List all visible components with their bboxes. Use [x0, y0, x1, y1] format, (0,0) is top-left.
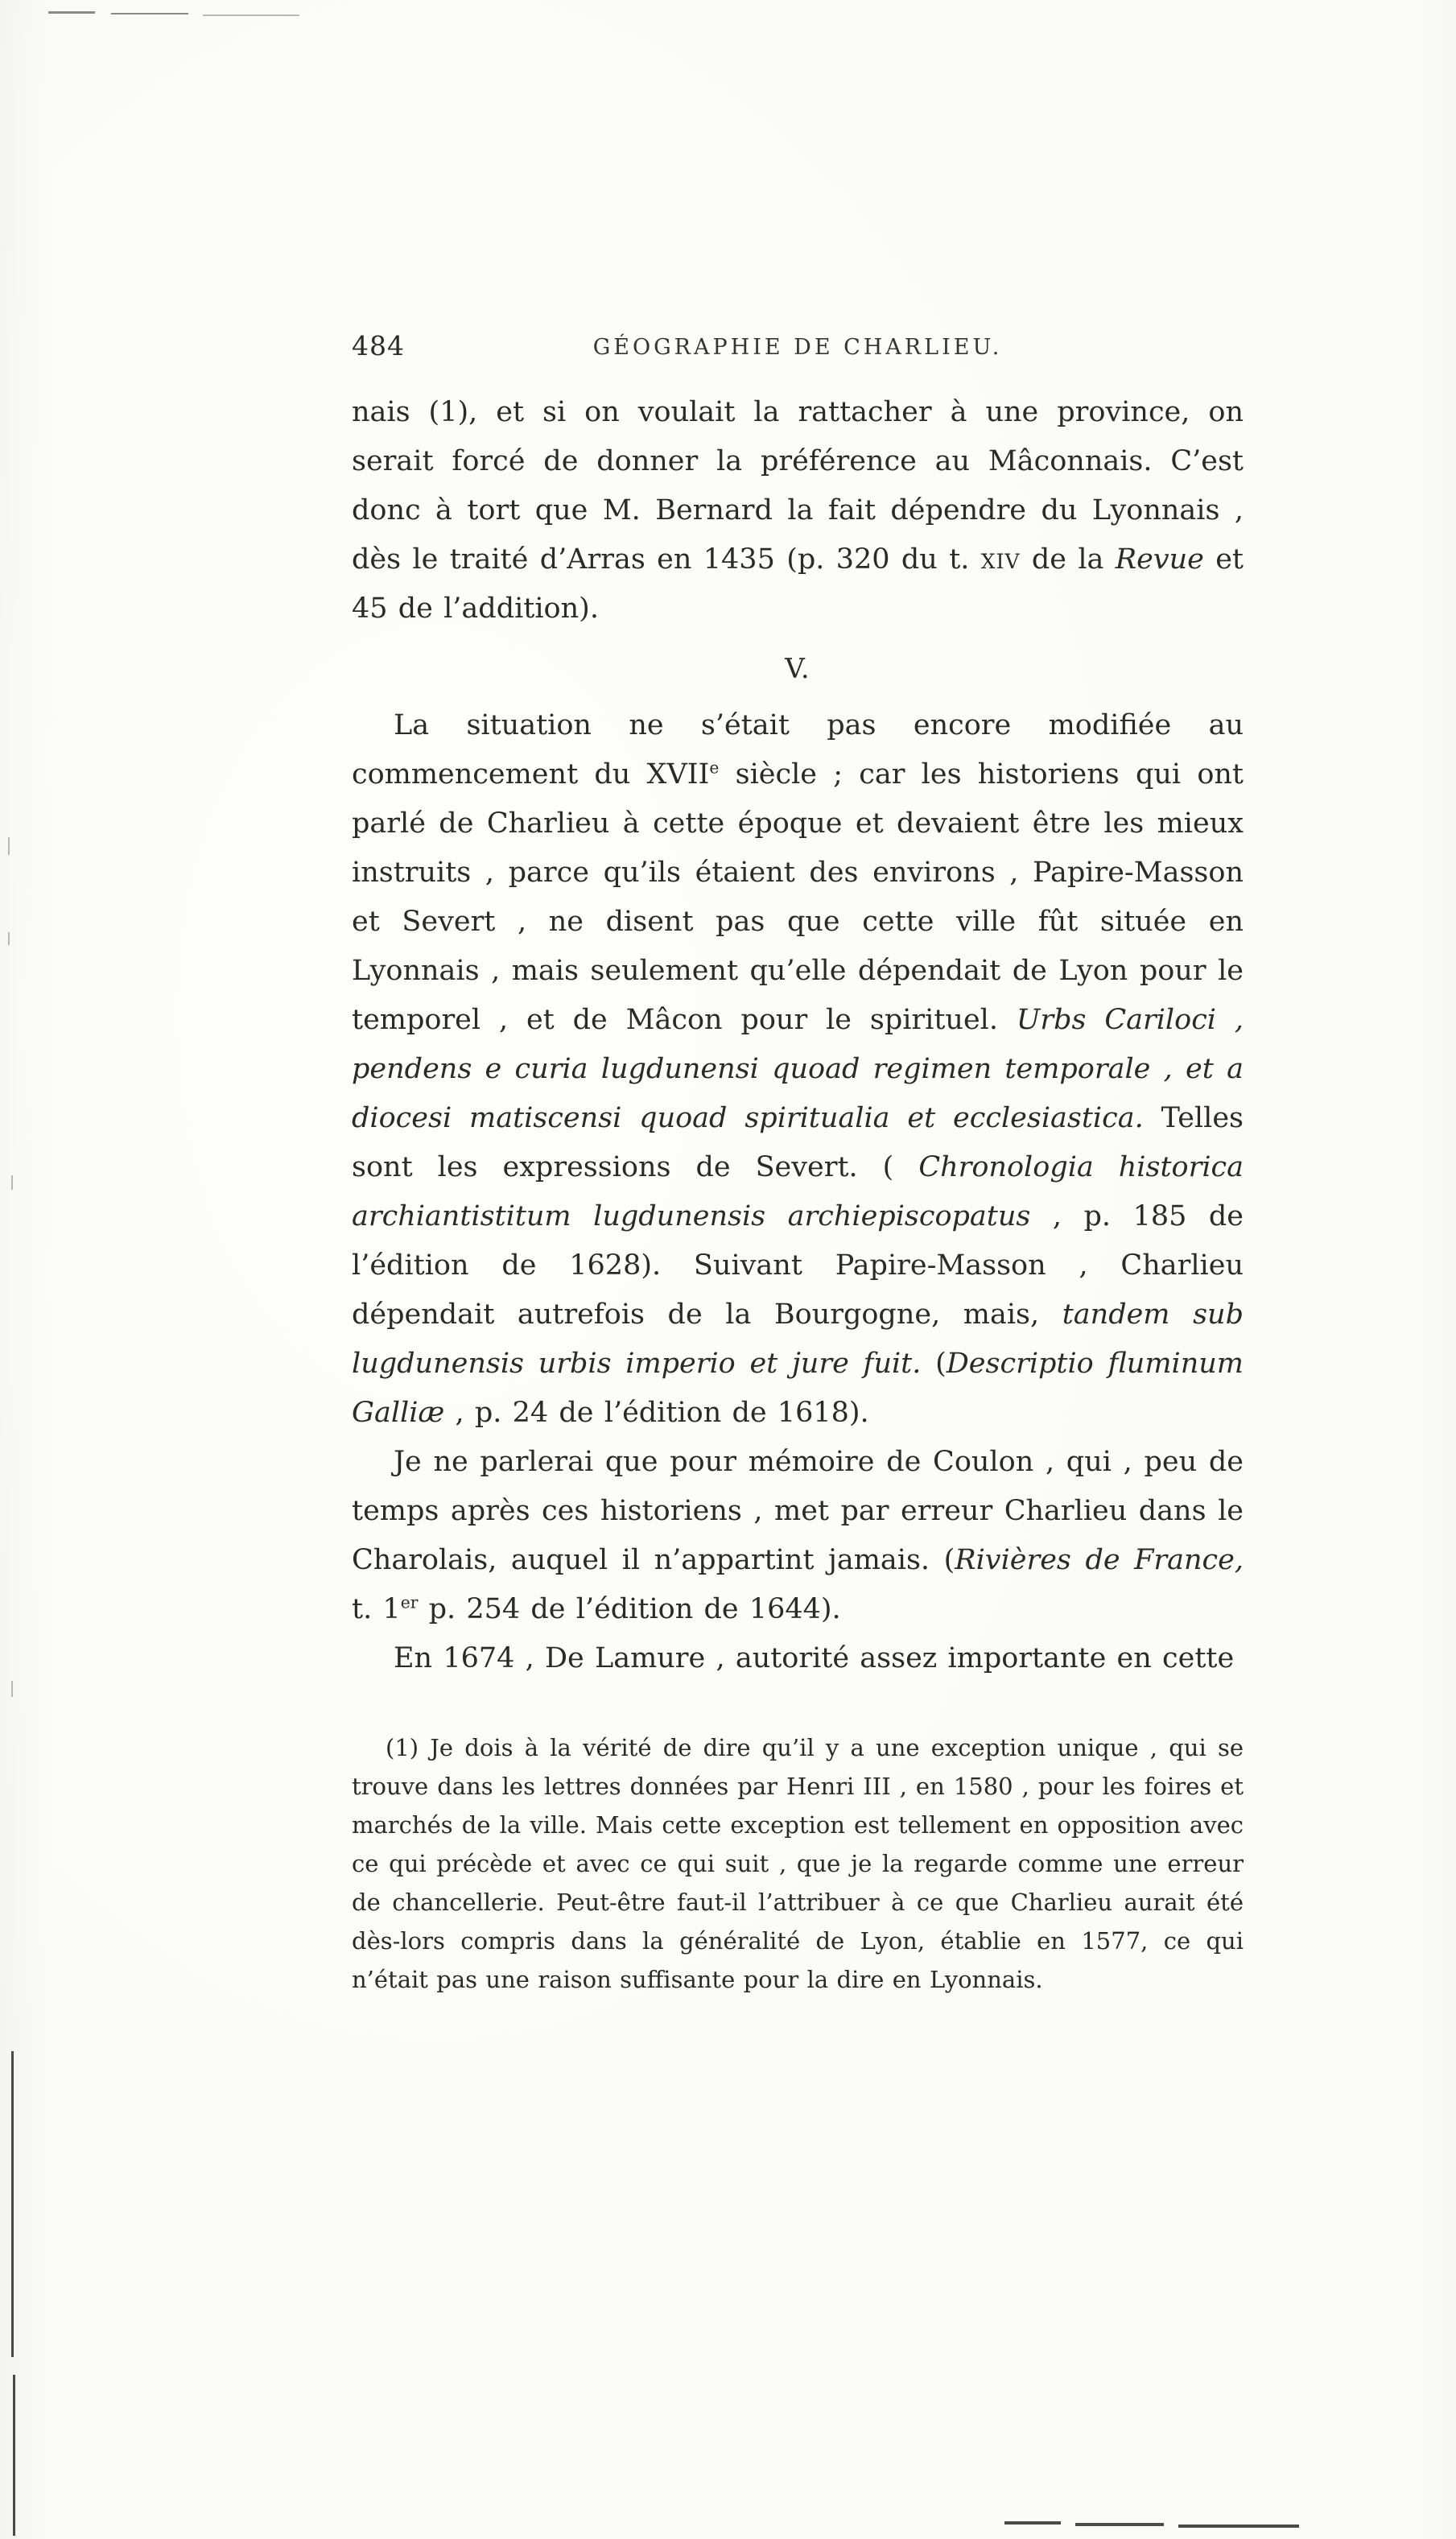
page-header	[352, 320, 1244, 370]
text-segment: (	[921, 1348, 947, 1380]
scan-artifact-left-tick-4	[11, 1681, 13, 1697]
text-segment: xiv	[980, 543, 1021, 576]
text-segment: Descriptio fluminum Galliæ	[352, 1348, 1244, 1429]
paragraph	[352, 1438, 1244, 1634]
text-segment: , p. 185 de l’édition de 1628). Suivant Papire-Masson , Charlieu dépendait autrefois de la Bourgogne, mais,	[352, 1200, 1244, 1331]
scan-artifact-left-tick-1	[8, 837, 10, 855]
scan-artifact-left-line-1	[11, 2051, 14, 2357]
text-segment: En 1674 , De Lamure , autorité assez importante en cette	[394, 1642, 1235, 1674]
text-segment: Rivières de France,	[955, 1544, 1244, 1576]
scan-artifact-left-tick-2	[8, 932, 10, 945]
text-segment: Chronologia historica archiantistitum lugdunensis archiepiscopatus	[352, 1151, 1244, 1232]
scan-artifact-bottom-dash-3	[1178, 2525, 1299, 2528]
text-segment: p. 254 de l’édition de 1644).	[418, 1593, 841, 1625]
text-segment: Je ne parlerai que pour mémoire de Coulon , qui , peu de temps après ces historiens , met par erreur Charlieu dans le Charolais, auquel il n’appartint jamais. (	[352, 1446, 1244, 1576]
text-segment: , p. 24 de l’édition de 1618).	[444, 1397, 869, 1429]
footnote-text	[352, 1728, 1244, 1999]
text-segment: Telles sont les expressions de Severt. (	[352, 1102, 1244, 1183]
scan-artifact-top-dash-2	[111, 13, 188, 14]
text-segment: er	[400, 1592, 419, 1612]
page-number: 484	[352, 330, 405, 361]
paragraph	[352, 701, 1244, 1438]
footnote	[352, 1728, 1244, 1999]
scan-artifact-top-dash-1	[48, 11, 95, 14]
text-segment: t. 1	[352, 1593, 401, 1625]
scan-artifact-left-line-2	[13, 2375, 15, 2536]
text-segment: e	[709, 758, 720, 778]
text-segment: (1) Je dois à la vérité de dire qu’il y a une exception unique , qui se trouve dans les lettres données par Henri III , en 1580 , pour les foires et marchés de la ville. Mais cette exception est tellement en opposition avec ce qui précède et avec ce qui suit , que je la regarde comme une erreur de chancellerie. Peut-être faut-il l’attribuer à ce que Charlieu aurait été dès-lors compris dans la généralité de Lyon, établie en 1577, ce qui n’était pas une raison suffisante pour la dire en Lyonnais.	[352, 1734, 1244, 1993]
text-segment: de la	[1020, 543, 1116, 576]
scan-artifact-left-tick-3	[11, 1175, 13, 1190]
paragraph-continuation	[352, 388, 1244, 634]
paragraph	[352, 1634, 1244, 1683]
text-segment: et 45 de l’addition).	[352, 543, 1244, 625]
text-column	[352, 320, 1244, 1999]
scan-artifact-bottom-dash-1	[1004, 2521, 1061, 2525]
scan-artifact-top-dash-3	[203, 14, 299, 16]
text-segment: nais (1), et si on voulait la rattacher à une province, on serait forcé de donner la préférence au Mâconnais. C’est donc à tort que M. Bernard la fait dépendre du Lyonnais , dès le traité d’Arras en 1435 (p. 320 du t.	[352, 396, 1244, 576]
page-body	[352, 388, 1244, 1999]
text-segment: Urbs Cariloci , pendens e curia lugdunensi quoad regimen temporale , et a diocesi matiscensi quoad spiritualia et ecclesiastica.	[352, 1004, 1244, 1134]
text-segment: siècle ; car les historiens qui ont parlé de Charlieu à cette époque et devaient être les mieux instruits , parce qu’ils étaient des environs , Papire-Masson et Severt , ne disent pas que cette ville fût située en Lyonnais , mais seulement qu’elle dépendait de Lyon pour le temporel , et de Mâcon pour le spirituel.	[352, 758, 1244, 1036]
scan-artifact-bottom-dash-2	[1075, 2523, 1164, 2526]
running-title: GÉOGRAPHIE DE CHARLIEU.	[592, 335, 1003, 360]
text-segment: tandem sub lugdunensis urbis imperio et jure fuit.	[352, 1298, 1244, 1380]
section-heading: V.	[785, 653, 810, 685]
text-segment: Revue	[1115, 543, 1204, 576]
text-segment: La situation ne s’était pas encore modifiée au commencement du XVII	[352, 709, 1244, 791]
